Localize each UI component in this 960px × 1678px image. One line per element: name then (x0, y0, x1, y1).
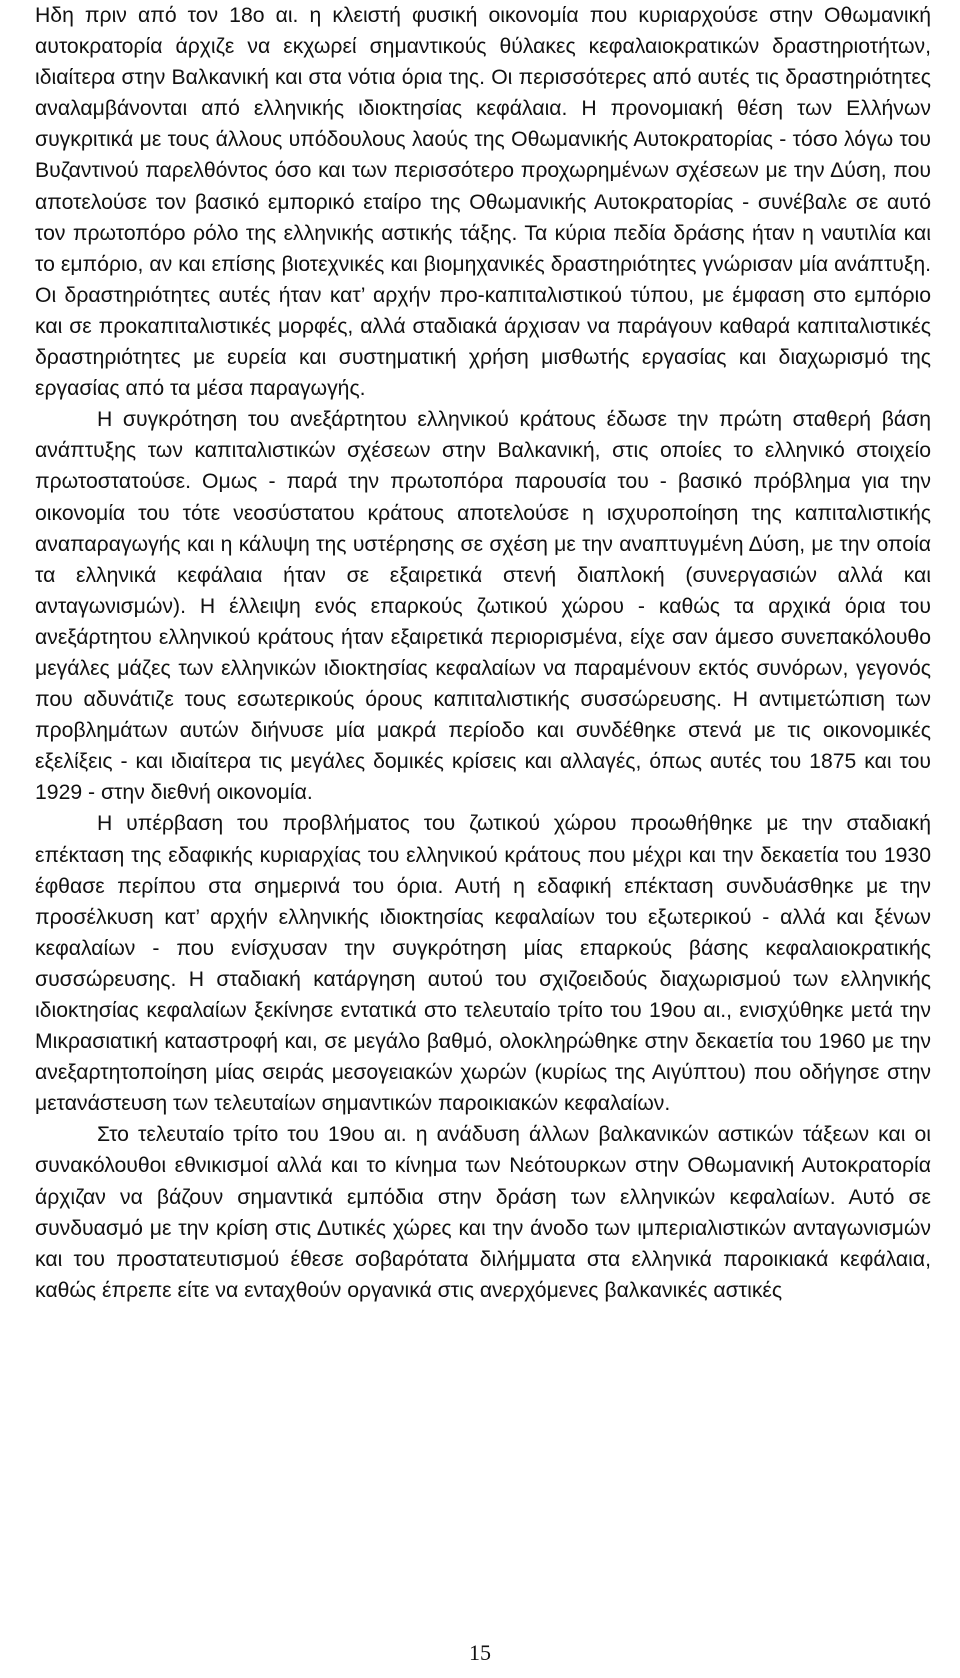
paragraph-territorial-expansion: Η υπέρβαση του προβλήματος του ζωτικού χώρου προωθήθηκε με την σταδιακή επέκταση της εδαφικής κυριαρχίας του ελληνικού κράτους που μέχρι και την δεκαετία του 1930 έφθασε περίπου στα σημερινά του όρια. Αυτή η εδαφική επέκταση συνδυάσθηκε με την προσέλκυση κατ’ αρχήν ελληνικής ιδιοκτησίας κεφαλαίων του εξωτερικού - αλλά και ξένων κεφαλαίων - που ενίσχυσαν την συγκρότηση μίας επαρκούς βάσης κεφαλαιοκρατικής συσσώρευσης. Η σταδιακή κατάργηση αυτού του σχιζοειδούς διαχωρισμού των ελληνικής ιδιοκτησίας κεφαλαίων ξεκίνησε εντατικά στο τελευταίο τρίτο του 19ου αι., ενισχύθηκε μετά την Μικρασιατική καταστροφή και, σε μεγάλο βαθμό, ολοκληρώθηκε στην δεκαετία του 1960 με την ανεξαρτητοποίηση μίας σειράς μεσογειακών χωρών (κυρίως της Αιγύπτου) που οδήγησε στην μετανάστευση των τελευταίων σημαντικών παροικιακών κεφαλαίων. (35, 812, 931, 1116)
document-body (35, 0, 931, 1306)
paragraph-late-19th-century: Στο τελευταίο τρίτο του 19ου αι. η ανάδυση άλλων βαλκανικών αστικών τάξεων και οι συνακόλουθοι εθνικισμοί αλλά και το κίνημα των Νεότουρκων στην Οθωμανική Αυτοκρατορία άρχιζαν να βάζουν σημαντικά εμπόδια στην δράση των ελληνικών κεφαλαίων. Αυτό σε συνδυασμό με την κρίση στις Δυτικές χώρες και την άνοδο των ιμπεριαλιστικών ανταγωνισμών και του προστατευτισμού έθεσε σοβαρότατα διλήμματα στα ελληνικά παροικιακά κεφάλαια, καθώς έπρεπε είτε να ενταχθούν οργανικά στις ανερχόμενες βαλκανικές αστικές (35, 1123, 931, 1302)
page-number: 15 (469, 1640, 491, 1665)
paragraph-independent-state: Η συγκρότηση του ανεξάρτητου ελληνικού κράτους έδωσε την πρώτη σταθερή βάση ανάπτυξης των καπιταλιστικών σχέσεων στην Βαλκανική, στις οποίες το ελληνικό στοιχείο πρωτοστατούσε. Ομως - παρά την πρωτοπόρα παρουσία του - βασικό πρόβλημα για την οικονομία του τότε νεοσύστατου κράτους αποτελούσε η ισχυροποίηση της καπιταλιστικής αναπαραγωγής και η κάλυψη της υστέρησης σε σχέση με την αναπτυγμένη Δύση, με την οποία τα ελληνικά κεφάλαια ήταν σε εξαιρετικά στενή διαπλοκή (συνεργασιών αλλά και ανταγωνισμών). Η έλλειψη ενός επαρκούς ζωτικού χώρου - καθώς τα αρχικά όρια του ανεξάρτητου ελληνικού κράτους ήταν εξαιρετικά περιορισμένα, είχε σαν άμεσο συνεπακόλουθο μεγάλες μάζες των ελληνικών ιδιοκτησίας κεφαλαίων να παραμένουν εκτός συνόρων, γεγονός που αδυνάτιζε τους εσωτερικούς όρους καπιταλιστικής συσσώρευσης. Η αντιμετώπιση των προβλημάτων αυτών διήνυσε μία μακρά περίοδο και συνδέθηκε στενά με τις οικονομικές εξελίξεις - και ιδιαίτερα τις μεγάλες δομικές κρίσεις και αλλαγές, όπως αυτές του 1875 και του 1929 - στην διεθνή οικονομία. (35, 408, 931, 805)
paragraph-ottoman-economy: Ηδη πριν από τον 18ο αι. η κλειστή φυσική οικονομία που κυριαρχούσε στην Οθωμανική αυτοκρατορία άρχιζε να εκχωρεί σημαντικούς θύλακες κεφαλαιοκρατικών δραστηριοτήτων, ιδιαίτερα στην Βαλκανική και στα νότια όρια της. Οι περισσότερες από αυτές τις δραστηριότητες αναλαμβάνονται από ελληνικής ιδιοκτησίας κεφάλαια. Η προνομιακή θέση των Ελλήνων συγκριτικά με τους άλλους υπόδουλους λαούς της Οθωμανικής Αυτοκρατορίας - τόσο λόγω του Βυζαντινού παρελθόντος όσο και των περισσότερο προχωρημένων σχέσεων με την Δύση, που αποτελούσε τον βασικό εμπορικό εταίρο της Οθωμανικής Αυτοκρατορίας - συνέβαλε σε αυτό τον πρωτοπόρο ρόλο της ελληνικής αστικής τάξης. Τα κύρια πεδία δράσης ήταν η ναυτιλία και το εμπόριο, αν και επίσης βιοτεχνικές και βιομηχανικές δραστηριότητες γνώρισαν μία ανάπτυξη. Οι δραστηριότητες αυτές ήταν κατ’ αρχήν προ-καπιταλιστικού τύπου, με έμφαση στο εμπόριο και σε προκαπιταλιστικές μορφές, αλλά σταδιακά άρχισαν να παράγουν καθαρά καπιταλιστικές δραστηριότητες με ευρεία και συστηματική χρήση μισθωτής εργασίας και διαχωρισμό της εργασίας από τα μέσα παραγωγής. (35, 4, 931, 401)
